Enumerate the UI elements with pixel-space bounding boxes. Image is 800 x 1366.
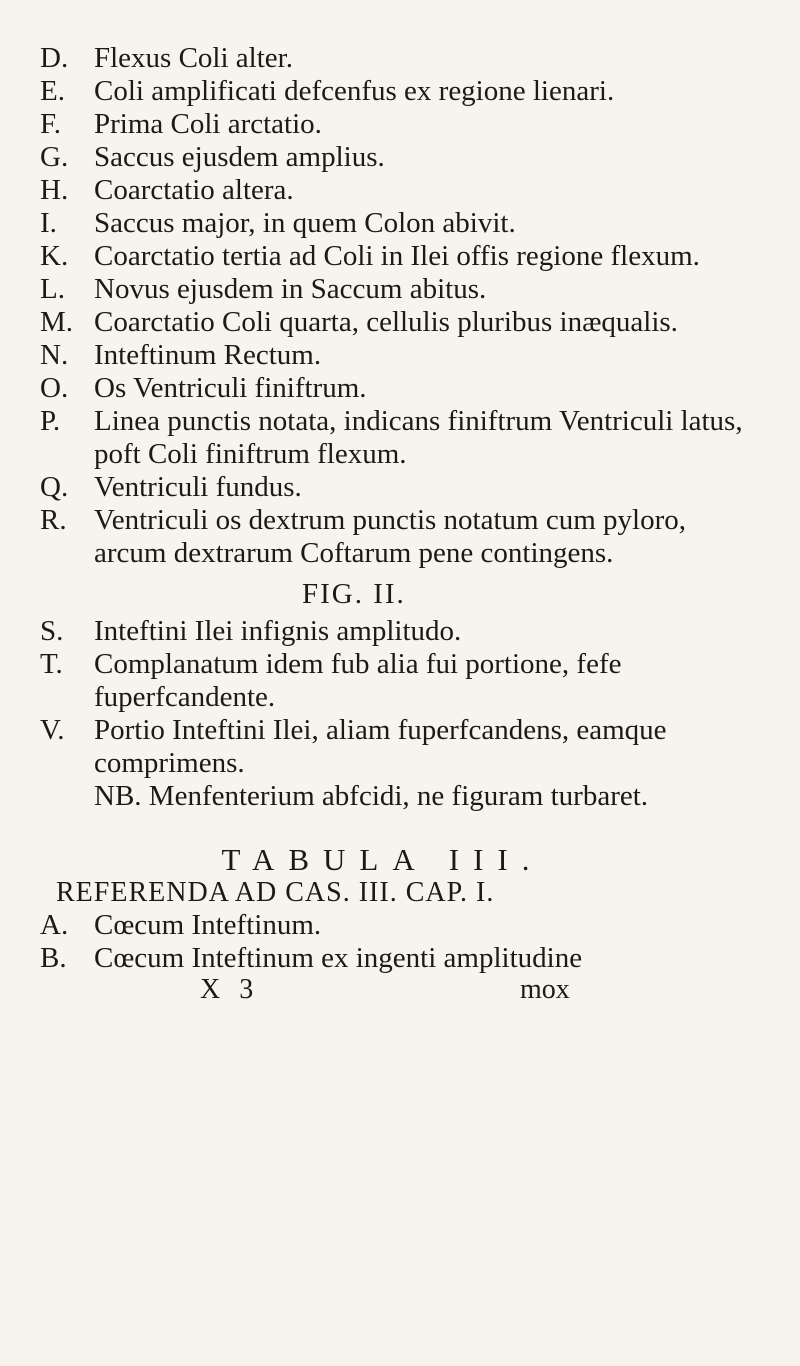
legend-entry bbox=[40, 273, 765, 306]
entry-label: I. bbox=[40, 207, 57, 239]
legend-entry bbox=[40, 471, 765, 504]
fig-heading: FIG. II. bbox=[302, 578, 406, 610]
entry-text: Coli amplificati defcenfus ex regione lienari. bbox=[94, 75, 615, 107]
legend-entry bbox=[40, 174, 765, 207]
entry-label: R. bbox=[40, 504, 67, 536]
entries-list-b bbox=[40, 615, 765, 780]
entry-text: Cœcum Inteftinum ex ingenti amplitudine bbox=[94, 942, 583, 974]
entry-label: V. bbox=[40, 714, 65, 746]
entry-label: E. bbox=[40, 75, 65, 107]
page-footer bbox=[200, 975, 765, 1005]
entry-label: H. bbox=[40, 174, 69, 206]
legend-entry bbox=[40, 207, 765, 240]
entry-text: Cœcum Inteftinum. bbox=[94, 909, 322, 941]
entry-label: G. bbox=[40, 141, 69, 173]
signature-mark: X 3 bbox=[200, 974, 260, 1005]
entry-label: A. bbox=[40, 909, 69, 941]
entry-text: Coarctatio Coli quarta, cellulis pluribus inæqualis. bbox=[94, 306, 678, 338]
legend-entry bbox=[40, 405, 765, 471]
entry-text: Ventriculi os dextrum punctis notatum cum pyloro, arcum dextrarum Coftarum pene contingens. bbox=[94, 504, 686, 569]
nb-note: NB. Menfenterium abfcidi, ne figuram turbaret. bbox=[94, 780, 649, 812]
entry-text: Linea punctis notata, indicans finiftrum Ventriculi latus, poft Coli finiftrum flexum. bbox=[94, 405, 743, 470]
entry-label: F. bbox=[40, 108, 62, 140]
catchword: mox bbox=[520, 974, 570, 1005]
legend-entry bbox=[40, 141, 765, 174]
entry-label: S. bbox=[40, 615, 64, 647]
entry-text: Complanatum idem fub alia fui portione, fefe fuperfcandente. bbox=[94, 648, 622, 713]
legend-entry bbox=[40, 108, 765, 141]
entry-text: Coarctatio altera. bbox=[94, 174, 294, 206]
entry-text: Novus ejusdem in Saccum abitus. bbox=[94, 273, 487, 305]
legend-entry bbox=[40, 615, 765, 648]
entry-text: Coarctatio tertia ad Coli in Ilei offis regione flexum. bbox=[94, 240, 700, 272]
legend-entry bbox=[40, 909, 765, 942]
entry-text: Os Ventriculi finiftrum. bbox=[94, 372, 367, 404]
legend-entry bbox=[40, 504, 765, 570]
entry-label: P. bbox=[40, 405, 61, 437]
legend-entry bbox=[40, 339, 765, 372]
entry-label: B. bbox=[40, 942, 67, 974]
entry-text: Flexus Coli alter. bbox=[94, 42, 293, 74]
entry-text: Prima Coli arctatio. bbox=[94, 108, 322, 140]
entry-text: Portio Inteftini Ilei, aliam fuperfcandens, eamque comprimens. bbox=[94, 714, 667, 779]
legend bbox=[40, 42, 765, 1005]
entry-text: Saccus major, in quem Colon abivit. bbox=[94, 207, 516, 239]
legend-entry bbox=[40, 306, 765, 339]
entry-label: L. bbox=[40, 273, 65, 305]
legend-entry bbox=[40, 75, 765, 108]
legend-entry bbox=[40, 942, 765, 975]
entry-label: O. bbox=[40, 372, 69, 404]
legend-entry bbox=[40, 714, 765, 780]
entry-text: Inteftinum Rectum. bbox=[94, 339, 322, 371]
legend-entry bbox=[40, 42, 765, 75]
tabula-heading: TABULA III. bbox=[221, 842, 544, 877]
entry-label: D. bbox=[40, 42, 69, 74]
legend-entry bbox=[40, 372, 765, 405]
entry-label: M. bbox=[40, 306, 74, 338]
entries-list-c bbox=[40, 909, 765, 975]
entries-list-a bbox=[40, 42, 765, 570]
legend-entry bbox=[40, 240, 765, 273]
entry-text: Saccus ejusdem amplius. bbox=[94, 141, 385, 173]
entry-label: N. bbox=[40, 339, 69, 371]
entry-label: T. bbox=[40, 648, 63, 680]
entry-text: Ventriculi fundus. bbox=[94, 471, 302, 503]
entry-text: Inteftini Ilei infignis amplitudo. bbox=[94, 615, 462, 647]
legend-entry bbox=[40, 648, 765, 714]
referenda-heading: REFERENDA AD CAS. III. CAP. I. bbox=[56, 877, 495, 908]
entry-label: Q. bbox=[40, 471, 69, 503]
entry-label: K. bbox=[40, 240, 69, 272]
